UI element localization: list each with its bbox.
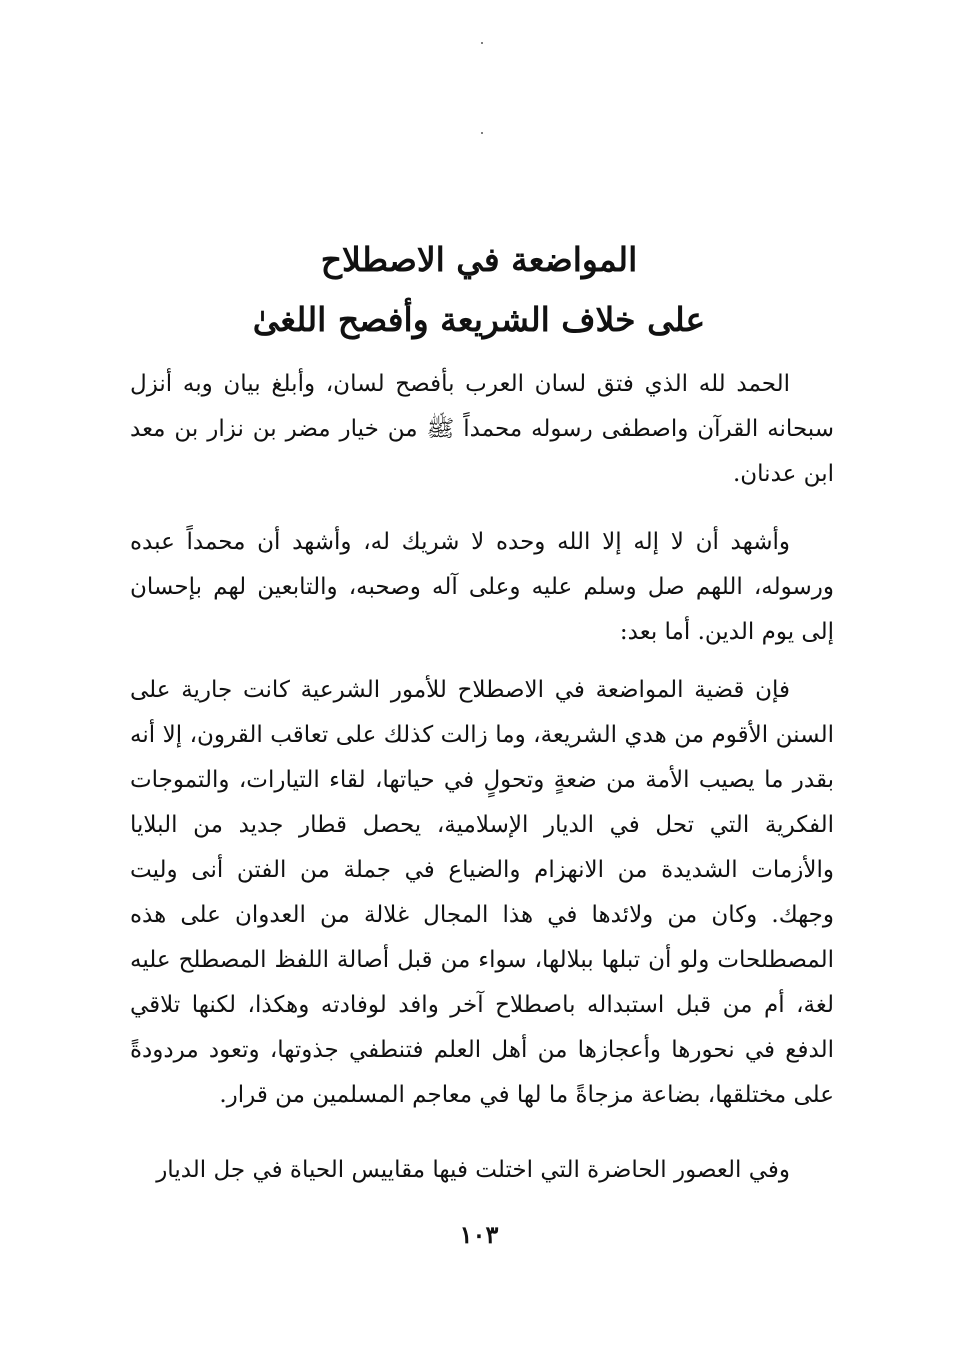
scan-speck [481,132,483,134]
paragraph-3 [130,668,834,1118]
paragraph-1 [130,362,834,497]
page-title: المواضعة في الاصطلاح [320,240,638,279]
paragraph-1-text: الحمد لله الذي فتق لسان العرب بأفصح لسان، وأبلغ بيان وبه أنزل سبحانه القرآن واصطفى رسوله محمداً ﷺ من خيار مضر بن نزار بن معد ابن عدنان. [130,371,834,487]
page-subtitle: على خلاف الشريعة وأفصح اللغىٰ [252,300,706,339]
paragraph-4-text: وفي العصور الحاضرة التي اختلت فيها مقاييس الحياة في جل الديار [156,1157,790,1183]
page-number: ١٠٣ [459,1220,499,1249]
paragraph-2-text: وأشهد أن لا إله إلا الله وحده لا شريك له، وأشهد أن محمداً عبده ورسوله، اللهم صل وسلم عليه وعلى آله وصحبه، والتابعين لهم بإحسان إلى يوم الدين. أما بعد: [130,529,834,645]
scan-speck [481,42,483,44]
paragraph-3-text: فإن قضية المواضعة في الاصطلاح للأمور الشرعية كانت جارية على السنن الأقوم من هدي الشريعة، وما زالت كذلك على تعاقب القرون، إلا أنه بقدر ما يصيب الأمة من ضعةٍ وتحولٍ في حياتها، لقاء التيارات، والتموجات الفكرية التي تحل في الديار الإسلامية، يحصل قطار جديد من البلايا والأزمات الشديدة من الانهزام والضياع في جملة من الفتن أنى وليت وجهك. وكان من ولائدها في هذا المجال غلالة من العدوان على هذه المصطلحات ولو أن تبلها ببلالها، سواء من قبل أصالة اللفظ المصطلح عليه لغة، أم من قبل استبداله باصطلاح آخر وافد لوفادته وهكذا، لكنها تلاقي الدفع في نحورها وأعجازها من أهل العلم فتنطفي جذوتها، وتعود مردودةً على مختلقها، بضاعة مزجاةً ما لها في معاجم المسلمين من قرار. [130,677,834,1108]
paragraph-4 [130,1148,834,1193]
paragraph-2 [130,520,834,655]
